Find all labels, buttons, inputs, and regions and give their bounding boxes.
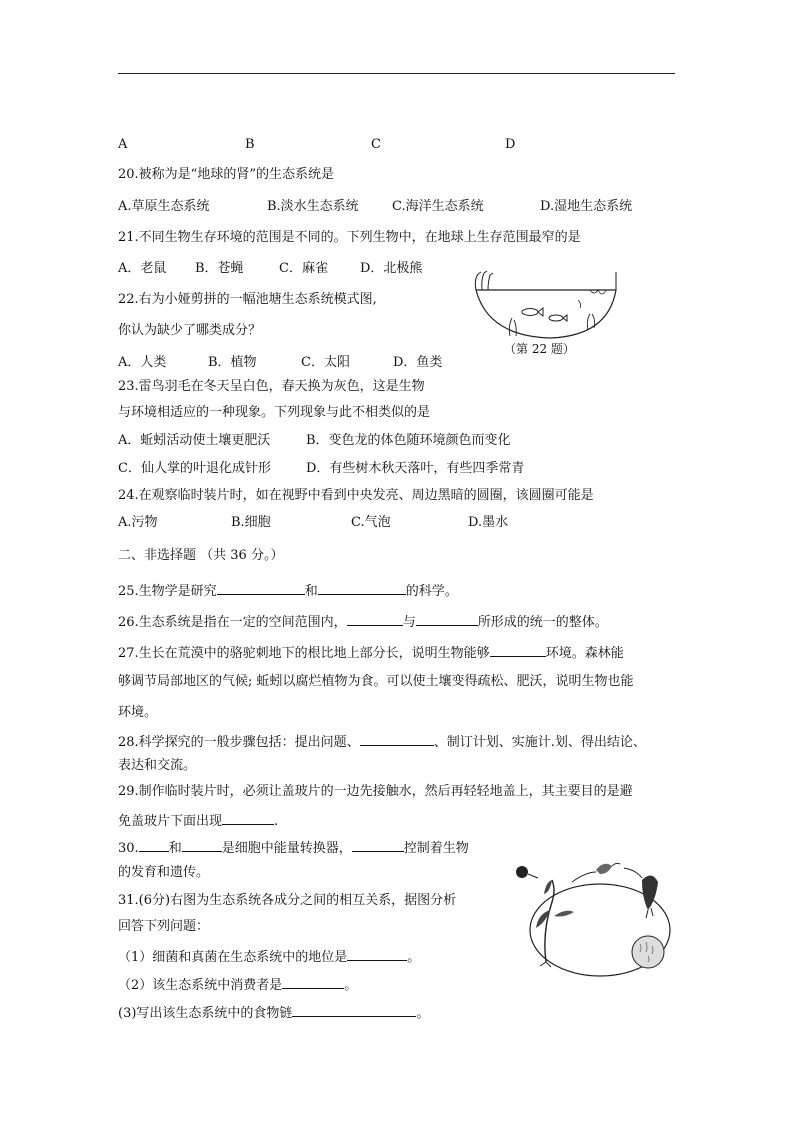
q22-option-b: B．植物 [208,355,257,370]
q24-option-d: D.墨水 [468,515,509,530]
question-23-options-ab [118,433,511,449]
q30-blank-3 [352,838,404,852]
pond-ecosystem-figure [470,270,622,342]
question-21-stem: 21.不同生物生存环境的范围是不同的。下列生物中，在地球上生存范围最窄的是 [118,230,581,245]
q30-blank-2 [182,838,222,852]
q20-option-a: A.草原生态系统 [118,199,210,214]
q27-text-b: 环境。森林能 [545,646,624,661]
q29-text-b: . [274,814,279,829]
question-30-line2: 的发育和遗传。 [118,865,210,880]
question-20-stem: 20.被称为是“地球的肾”的生态系统是 [118,167,334,182]
q21-option-d: D．北极熊 [360,261,423,276]
q31-sub2-blank [282,975,344,989]
q27-blank-1 [490,643,546,657]
q25-blank-1 [217,581,305,595]
q21-option-c: C．麻雀 [279,261,328,276]
question-29-line2 [118,811,278,830]
q30-text-b: 和 [168,841,182,856]
option-c-label: C [371,137,381,152]
question-31-line2: 回答下列问题： [118,919,210,934]
question-24-stem: 24.在观察临时装片时，如在视野中看到中央发亮、周边黑暗的圆圈，该圆圈可能是 [118,488,594,503]
q31-sub1-blank [347,947,407,961]
q31-sub2-text: （2）该生态系统中消费者是 [118,978,283,993]
q31-sub2-end: 。 [344,978,358,993]
q21-option-a: A．老鼠 [118,261,167,276]
q25-blank-2 [318,581,406,595]
question-30-line1 [118,838,469,857]
question-31-sub3 [118,1003,429,1022]
question-29-line1: 29.制作临时装片时，必须让盖玻片的一边先接触水，然后再轻轻地盖上，其主要目的是避 [118,784,633,799]
q28-text-b: 、制订计划、实施计.划、得出结论、 [433,735,646,750]
q24-option-c: C.气泡 [351,515,391,530]
q20-option-c: C.海洋生态系统 [392,199,484,214]
q27-text-a: 27.生长在荒漠中的骆驼刺地下的根比地上部分长，说明生物能够 [118,646,490,661]
q24-option-b: B.细胞 [231,515,271,530]
q23-option-b: B．变色龙的体色随环境颜色而变化 [306,433,511,448]
q25-text-c: 的科学。 [405,584,458,599]
q22-option-d: D．鱼类 [393,355,443,370]
q30-text-d: 控制着生物 [403,841,469,856]
q22-option-a: A．人类 [118,355,167,370]
question-20-options [118,199,632,215]
q25-text-b: 和 [304,584,318,599]
q23-option-d: D．有些树木秋天落叶，有些四季常青 [306,461,525,476]
question-28-line2: 表达和交流。 [118,758,197,773]
q31-sub3-text: (3)写出该生态系统中的食物链 [118,1006,293,1021]
q26-text-a: 26.生态系统是指在一定的空间范围内， [118,615,347,630]
option-a-label: A [118,137,128,152]
q21-option-b: B．苍蝇 [195,261,244,276]
question-27-line2: 够调节局部地区的气候; 蚯蚓以腐烂植物为食。可以使土壤变得疏松、肥沃，说明生物也能 [118,674,634,689]
option-b-label: B [245,137,255,152]
q30-blank-1 [139,838,169,852]
q31-sub3-end: 。 [416,1006,430,1021]
q23-option-a: A．蚯蚓活动使土壤更肥沃 [118,433,271,448]
q20-option-d: D.湿地生态系统 [540,199,633,214]
q26-blank-1 [347,612,403,626]
question-24-options [118,515,508,531]
question-22-stem-line1: 22.右为小娅剪拼的一幅池塘生态系统模式图, [118,292,377,307]
q28-text-a: 28.科学探究的一般步骤包括：提出问题、 [118,735,360,750]
q22-option-c: C．太阳 [301,355,350,370]
question-27-line1 [118,643,624,662]
q24-option-a: A.污物 [118,515,158,530]
q31-sub1-text: （1）细菌和真菌在生态系统中的地位是 [118,950,348,965]
question-26 [118,612,608,631]
question-31-sub2 [118,975,357,994]
q30-text-c: 是细胞中能量转换器， [221,841,352,856]
q29-text-a: 免盖玻片下面出现 [118,814,223,829]
question-21-options [118,261,422,277]
q26-blank-2 [416,612,478,626]
question-23-stem-line2: 与环境相适应的一种现象。下列现象与此不相类似的是 [118,405,431,420]
q31-sub3-blank [292,1003,416,1017]
question-22-options [118,355,442,371]
question-31-line1: 31.(6分)右图为生态系统各成分之间的相互关系，据图分析 [118,893,457,908]
q29-blank-1 [222,811,274,825]
question-22-stem-line2: 你认为缺少了哪类成分？ [118,323,262,338]
q30-text-a: 30. [118,841,139,856]
q20-option-b: B.淡水生态系统 [267,199,359,214]
question-23-stem-line1: 23.雷鸟羽毛在冬天呈白色，春天换为灰色，这是生物 [118,379,425,394]
q26-text-b: 与 [402,615,416,630]
option-d-label: D [505,137,516,152]
q28-blank-1 [360,732,434,746]
figure-22-caption: （第 22 题） [504,342,575,356]
section-2-heading: 二、非选择题 （共 36 分。） [118,548,284,563]
ecosystem-relationship-figure [512,852,674,978]
question-23-options-cd [118,461,524,477]
question-31-sub1 [118,947,420,966]
q25-text-a: 25.生物学是研究 [118,584,217,599]
question-28-line1 [118,732,646,751]
header-rule [118,73,675,74]
q31-sub1-end: 。 [407,950,421,965]
q26-text-c: 所形成的统一的整体。 [477,615,608,630]
q23-option-c: C．仙人掌的叶退化成针形 [118,461,271,476]
question-27-line3: 环境。 [118,705,158,720]
question-25 [118,581,458,600]
